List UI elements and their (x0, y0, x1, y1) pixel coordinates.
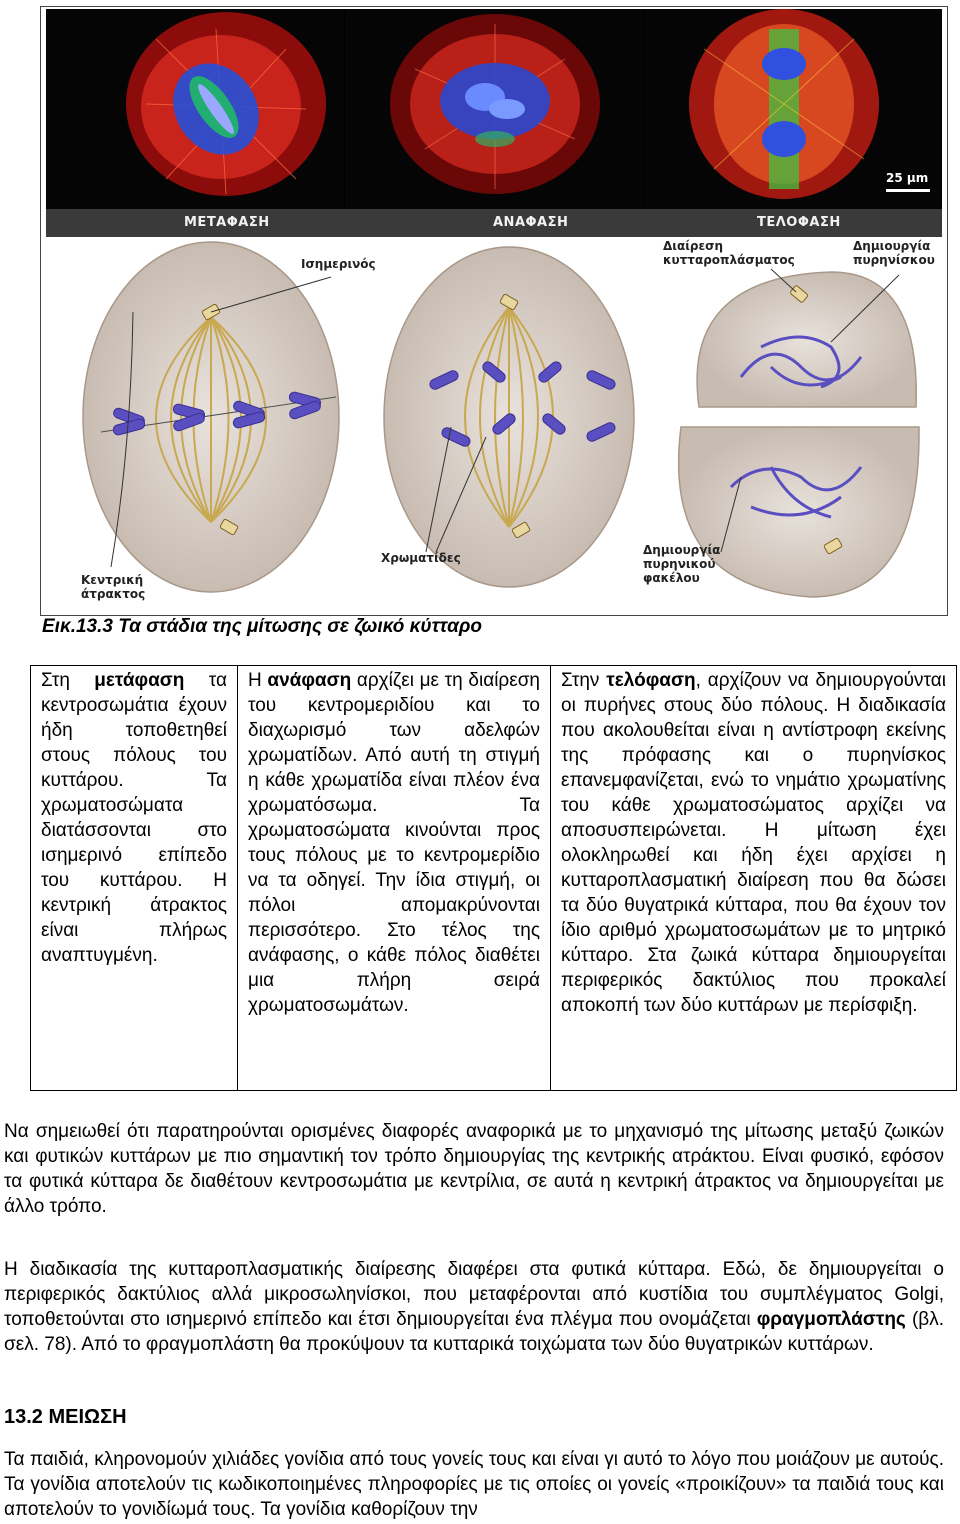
nuclear-envelope-label (643, 543, 720, 585)
nucleolus-label-line2: πυρηνίσκου (853, 253, 935, 267)
metaphase-cell (83, 242, 339, 592)
envelope-label-line1: Δημιουργία (643, 543, 721, 557)
para2-pre: Η διαδικασία της κυτταροπλασματικής διαίρεσης διαφέρει στα φυτικά κύτταρα. Εδώ, δε δημιουργείται ο περιφερικός δακτύλιος αλλά μικροσωληνίσκοι, που μεταφέρονται από κυστίδια του συμπλέγματος Golgi, τοποθετούνται στο ισημερινό επίπεδο και έτσι δημιουργείται ένα πλέγμα που ονομάζεται (4, 1259, 944, 1330)
anaphase-cell-text (238, 666, 551, 1091)
anaphase-pre: Η (248, 670, 268, 691)
scale-bar-label: 25 μm (886, 171, 929, 185)
metaphase-cell-text (31, 666, 238, 1091)
nucleolus-label (853, 239, 935, 267)
telophase-body: , αρχίζουν να δημιουργούνται οι πυρήνες στους δύο πόλους. Η διαδικασία που ακολουθείται είναι η αντίστροφη εκείνης της πρόφασης και ο πυρηνίσκος επανεμφανίζεται, ενώ το νημάτιο χρωματίνης του κάθε χρωματοσώματος αρχίζει να αποσυσπειρώνεται. Η μίτωση έχει ολοκληρωθεί και ήδη έχει αρχίσει η κυτταροπλασματική διαίρεση που θα δώσει τα δύο θυγατρικά κύτταρα, που θα έχουν τον ίδιο αριθμό χρωματοσωμάτων με το μητρικό κύτταρο. Στα ζωικά κύτταρα δημιουργείται περιφερικός δακτύλιος που προκαλεί αποκοπή των δύο κυττάρων με περίσφιξη. (561, 670, 946, 1016)
anaphase-body: αρχίζει με τη διαίρεση του κεντρομεριδίου και το διαχωρισμό των αδελφών χρωματίδων. Από αυτή τη στιγμή η κάθε χρωματίδα είναι πλέον ένα χρωματόσωμα. Τα χρωματοσώματα κινούνται προς τους πόλους με το κεντρομερίδιο να τα οδηγεί. Την ίδια στιγμή, οι πόλοι απομακρύνονται περισσότερο. Στο τέλος της ανάφασης, ο κάθε πόλος διαθέτει μια πλήρη σειρά χρωματοσωμάτων. (248, 670, 540, 1016)
spindle-label-line2: άτρακτος (81, 587, 146, 601)
nucleolus-label-line1: Δημιουργία (853, 239, 931, 253)
telophase-cell-text (551, 666, 957, 1091)
cytoplasm-label-line1: Διαίρεση (663, 239, 724, 253)
para2-post: (βλ. σελ. 78). Από το φραγμοπλάστη θα προκύψουν τα κυτταρικά τοιχώματα των δύο θυγατρικών κυττάρων. (4, 1309, 944, 1355)
figure-caption: Εικ.13.3 Τα στάδια της μίτωσης σε ζωικό κύτταρο (42, 616, 483, 637)
telophase-pre: Στην (561, 670, 607, 691)
spindle-label (81, 573, 145, 601)
envelope-label-line3: φακέλου (643, 571, 700, 585)
phragmoplast-term: φραγμοπλάστης (756, 1309, 906, 1330)
anaphase-term: ανάφαση (267, 670, 352, 691)
metaphase-pre: Στη (41, 670, 95, 691)
cytoplasm-division-label (663, 239, 795, 267)
anaphase-cell (384, 247, 634, 587)
paragraph-plant-cytokinesis (4, 1257, 944, 1357)
envelope-label-line2: πυρηνικού (643, 557, 716, 571)
metaphase-term: μετάφαση (94, 670, 185, 691)
mitosis-figure (40, 6, 948, 616)
chromatids-label: Χρωματίδες (381, 551, 461, 565)
section-heading: 13.2 ΜΕΙΩΣΗ (4, 1406, 127, 1428)
equator-label: Ισημερινός (301, 257, 376, 271)
paragraph-differences: Να σημειωθεί ότι παρατηρούνται ορισμένες διαφορές αναφορικά με το μηχανισμό της μίτωσης μεταξύ ζωικών και φυτικών κυττάρων με πιο σημαντική τον τρόπο δημιουργίας της κεντρικής ατράκτου. Είναι φυσικό, εφόσον τα φυτικά κύτταρα δε διαθέτουν κεντροσωμάτια με κεντρίλια, σε αυτά η κεντρική άτρακτος να δημιουργείται με άλλο τρόπο. (4, 1121, 944, 1217)
metaphase-body: τα κεντροσωμάτια έχουν ήδη τοποθετηθεί στους πόλους του κυττάρου. Τα χρωματοσώματα διατάσσονται στο ισημερινό επίπεδο του κυττάρου. Η κεντρική άτρακτος είναι πλήρως αναπτυγμένη. (41, 670, 227, 966)
telophase-label: ΤΕΛΟΦΑΣΗ (757, 215, 841, 230)
anaphase-label: ΑΝΑΦΑΣΗ (493, 215, 569, 230)
metaphase-label: ΜΕΤΑΦΑΣΗ (184, 215, 270, 230)
mitosis-diagram (41, 7, 947, 615)
paragraph-meiosis-intro: Τα παιδιά, κληρονομούν χιλιάδες γονίδια από τους γονείς τους και είναι γι αυτό το λόγο που μοιάζουν με αυτούς. Τα γονίδια αποτελούν τις κωδικοποιημένες πληροφορίες με τις οποίες οι γονείς «προικίζουν» τα παιδιά τους και αποτελούν το γονιδίωμά τους. Τα γονίδια καθορίζουν την (4, 1449, 944, 1520)
spindle-label-line1: Κεντρική (81, 573, 144, 587)
telophase-term: τελόφαση (606, 670, 696, 691)
stages-table (30, 665, 957, 1091)
cytoplasm-label-line2: κυτταροπλάσματος (663, 253, 795, 267)
